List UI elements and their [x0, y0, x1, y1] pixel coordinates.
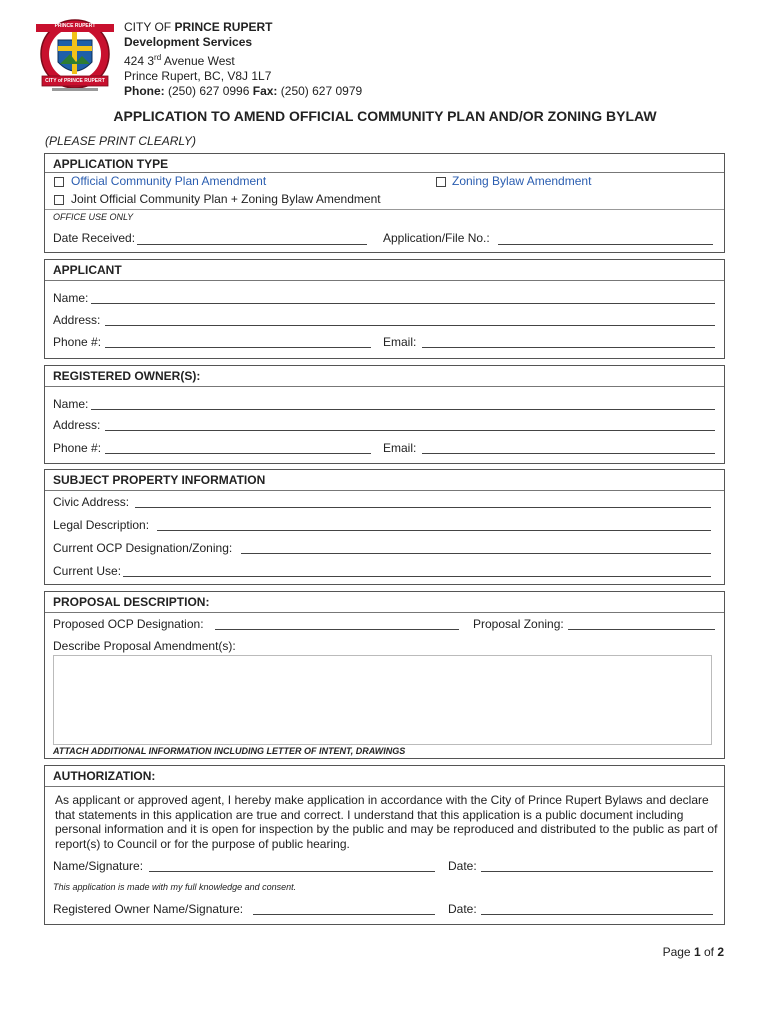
date-received-label: Date Received:: [53, 231, 136, 245]
owner-phone-field[interactable]: [105, 453, 371, 454]
joint-option-label: Joint Official Community Plan + Zoning Bylaw Amendment: [71, 192, 381, 206]
header-address-block: [124, 20, 362, 99]
describe-amendment-textarea[interactable]: [53, 655, 712, 745]
phone-fax: [124, 84, 362, 99]
owner-address-label: Address:: [53, 418, 101, 432]
applicant-name-label: Name:: [53, 291, 89, 305]
describe-amendment-label: Describe Proposal Amendment(s):: [53, 639, 236, 653]
city-logo: [36, 14, 114, 96]
authorization-section: [44, 765, 725, 925]
auth-date-label: Date:: [448, 859, 477, 873]
applicant-email-label: Email:: [383, 335, 417, 349]
applicant-address-field[interactable]: [105, 325, 715, 326]
file-no-label: Application/File No.:: [383, 231, 490, 245]
name-signature-label: Name/Signature:: [53, 859, 144, 873]
zoning-option-label: Zoning Bylaw Amendment: [452, 174, 592, 188]
owner-email-field[interactable]: [422, 453, 715, 454]
zoning-checkbox[interactable]: [436, 177, 446, 187]
proposal-zoning-label: Proposal Zoning:: [473, 617, 564, 631]
fax-label: Fax:: [252, 84, 278, 98]
proposal-heading: PROPOSAL DESCRIPTION:: [53, 595, 210, 609]
authorization-header: [45, 766, 724, 787]
auth-date-field[interactable]: [481, 871, 713, 872]
owner-name-field[interactable]: [91, 409, 715, 410]
city-name: PRINCE RUPERT: [174, 20, 273, 34]
owner-phone-label: Phone #:: [53, 441, 102, 455]
logo-banner-top: PRINCE RUPERT: [54, 23, 96, 29]
of-word: of: [700, 945, 718, 959]
date-received-field[interactable]: [137, 244, 367, 245]
name-signature-field[interactable]: [149, 871, 435, 872]
file-no-field[interactable]: [498, 244, 713, 245]
page-total: 2: [717, 945, 724, 959]
owner-heading: REGISTERED OWNER(S):: [53, 369, 201, 383]
phone-value: (250) 627 0996: [164, 84, 253, 98]
print-clearly-note: (PLEASE PRINT CLEARLY): [45, 134, 196, 148]
current-use-field[interactable]: [123, 576, 711, 577]
city-province-postal: Prince Rupert, BC, V8J 1L7: [124, 69, 272, 83]
address-sup: rd: [154, 53, 162, 62]
proposed-ocp-field[interactable]: [215, 629, 459, 630]
divider: [45, 172, 724, 173]
authorization-heading: AUTHORIZATION:: [53, 769, 156, 783]
applicant-phone-field[interactable]: [105, 347, 371, 348]
consent-note: This application is made with my full knowledge and consent.: [53, 882, 297, 892]
current-ocp-field[interactable]: [241, 553, 711, 554]
page-current: 1: [693, 945, 701, 959]
address-number: 424 3: [124, 54, 155, 68]
department: [124, 35, 362, 50]
owner-date-field[interactable]: [481, 914, 713, 915]
applicant-phone-label: Phone #:: [53, 335, 102, 349]
owner-name-label: Name:: [53, 397, 89, 411]
attach-info-note: ATTACH ADDITIONAL INFORMATION INCLUDING LETTER OF INTENT, DRAWINGS: [53, 746, 406, 756]
applicant-header: [45, 260, 724, 281]
applicant-name-field[interactable]: [91, 303, 715, 304]
owner-signature-label: Registered Owner Name/Signature:: [53, 902, 244, 916]
joint-checkbox[interactable]: [54, 195, 64, 205]
owner-header: [45, 366, 724, 387]
owner-date-label: Date:: [448, 902, 477, 916]
proposal-header: [45, 592, 724, 613]
civic-address-label: Civic Address:: [53, 495, 130, 509]
department-name: Development Services: [124, 35, 253, 49]
application-type-header: [45, 154, 724, 174]
applicant-email-field[interactable]: [422, 347, 715, 348]
application-type-heading: APPLICATION TYPE: [53, 157, 169, 171]
owner-signature-field[interactable]: [253, 914, 435, 915]
address-rest: Avenue West: [161, 54, 235, 68]
current-ocp-label: Current OCP Designation/Zoning:: [53, 541, 233, 555]
city-line: [124, 20, 362, 35]
application-type-section: [44, 153, 725, 253]
form-title: APPLICATION TO AMEND OFFICIAL COMMUNITY PLAN AND/OR ZONING BYLAW: [113, 108, 657, 124]
phone-label: Phone:: [124, 84, 165, 98]
current-use-label: Current Use:: [53, 564, 122, 578]
applicant-heading: APPLICANT: [53, 263, 122, 277]
proposed-ocp-label: Proposed OCP Designation:: [53, 617, 204, 631]
legal-description-label: Legal Description:: [53, 518, 150, 532]
owner-section: [44, 365, 725, 464]
proposal-section: [44, 591, 725, 759]
owner-email-label: Email:: [383, 441, 417, 455]
page-number: [620, 945, 724, 959]
office-divider: [45, 209, 724, 210]
property-header: [45, 470, 724, 491]
property-section: [44, 469, 725, 585]
logo-banner-bottom: CITY of PRINCE RUPERT: [45, 78, 105, 84]
legal-description-field[interactable]: [157, 530, 711, 531]
owner-address-field[interactable]: [105, 430, 715, 431]
street-address: [124, 50, 362, 69]
applicant-section: [44, 259, 725, 359]
proposal-zoning-field[interactable]: [568, 629, 715, 630]
civic-address-field[interactable]: [135, 507, 711, 508]
office-use-label: OFFICE USE ONLY: [53, 212, 134, 222]
applicant-address-label: Address:: [53, 313, 101, 327]
property-heading: SUBJECT PROPERTY INFORMATION: [53, 473, 266, 487]
page-word: Page: [662, 945, 694, 959]
ocp-checkbox[interactable]: [54, 177, 64, 187]
authorization-statement: As applicant or approved agent, I hereby make application in accordance with the City of Prince Rupert Bylaws and declare that statements in this application are true and correct. I understand that this application is a public document including personal information and it is open for inspection by the public and may be reproduced and distributed to the public as part of report(s) to Council or for the purpose of public hearing.: [55, 793, 718, 851]
ocp-option-label: Official Community Plan Amendment: [71, 174, 267, 188]
city-prefix: CITY OF: [124, 20, 175, 34]
fax-value: (250) 627 0979: [277, 84, 363, 98]
